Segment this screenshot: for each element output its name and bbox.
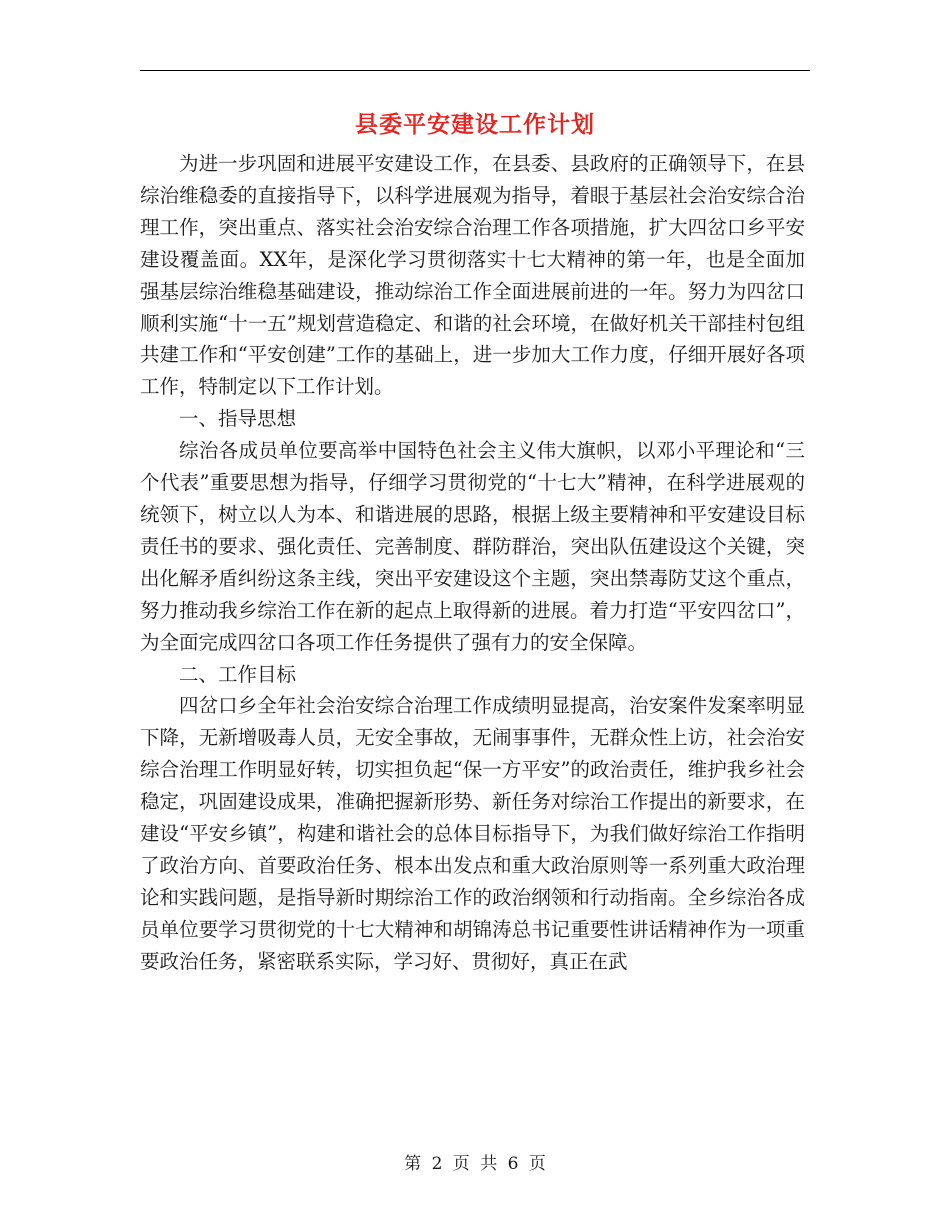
intro-paragraph: 为进一步巩固和进展平安建设工作，在县委、县政府的正确领导下，在县综治维稳委的直接指导下，以科学进展观为指导，着眼于基层社会治安综合治理工作，突出重点、落实社会治安综合治理工作各项措施，扩大四岔口乡平安建设覆盖面。XX年，是深化学习贯彻落实十七大精神的第一年，也是全面加强基层综治维稳基础建设，推动综治工作全面进展前进的一年。努力为四岔口顺利实施“十一五”规划营造稳定、和谐的社会环境，在做好机关干部挂村包组共建工作和“平安创建”工作的基础上，进一步加大工作力度，仔细开展好各项工作，特制定以下工作计划。 (140, 152, 805, 399)
work-goals-paragraph: 四岔口乡全年社会治安综合治理工作成绩明显提高，治安案件发案率明显下降，无新增吸毒人员，无安全事故，无闹事事件，无群众性上访，社会治安综合治理工作明显好转，切实担负起“保一方平安”的政治责任，维护我乡社会稳定，巩固建设成果，准确把握新形势、新任务对综治工作提出的新要求，在建设“平安乡镇”，构建和谐社会的总体目标指导下，为我们做好综治工作指明了政治方向、首要政治任务、根本出发点和重大政治原则等一系列重大政治理论和实践问题，是指导新时期综治工作的政治纲领和行动指南。全乡综治各成员单位要学习贯彻党的十七大精神和胡锦涛总书记重要性讲话精神作为一项重要政治任务，紧密联系实际，学习好、贯彻好，真正在武 (140, 694, 805, 973)
section-heading-guiding-thought: 一、指导思想 (179, 407, 297, 431)
header-rule (140, 70, 810, 71)
section-heading-work-goals: 二、工作目标 (179, 662, 297, 686)
document-body (140, 148, 805, 978)
guiding-thought-paragraph: 综治各成员单位要高举中国特色社会主义伟大旗帜，以邓小平理论和“三个代表”重要思想为指导，仔细学习贯彻党的“十七大”精神，在科学进展观的统领下，树立以人为本、和谐进展的思路，根据上级主要精神和平安建设目标责任书的要求、强化责任、完善制度、群防群治，突出队伍建设这个关键，突出化解矛盾纠纷这条主线，突出平安建设这个主题，突出禁毒防艾这个重点，努力推动我乡综治工作在新的起点上取得新的进展。着力打造“平安四岔口”，为全面完成四岔口各项工作任务提供了强有力的安全保障。 (140, 439, 805, 654)
document-title: 县委平安建设工作计划 (355, 111, 595, 138)
page-number: 第 2 页 共 6 页 (404, 1154, 546, 1174)
